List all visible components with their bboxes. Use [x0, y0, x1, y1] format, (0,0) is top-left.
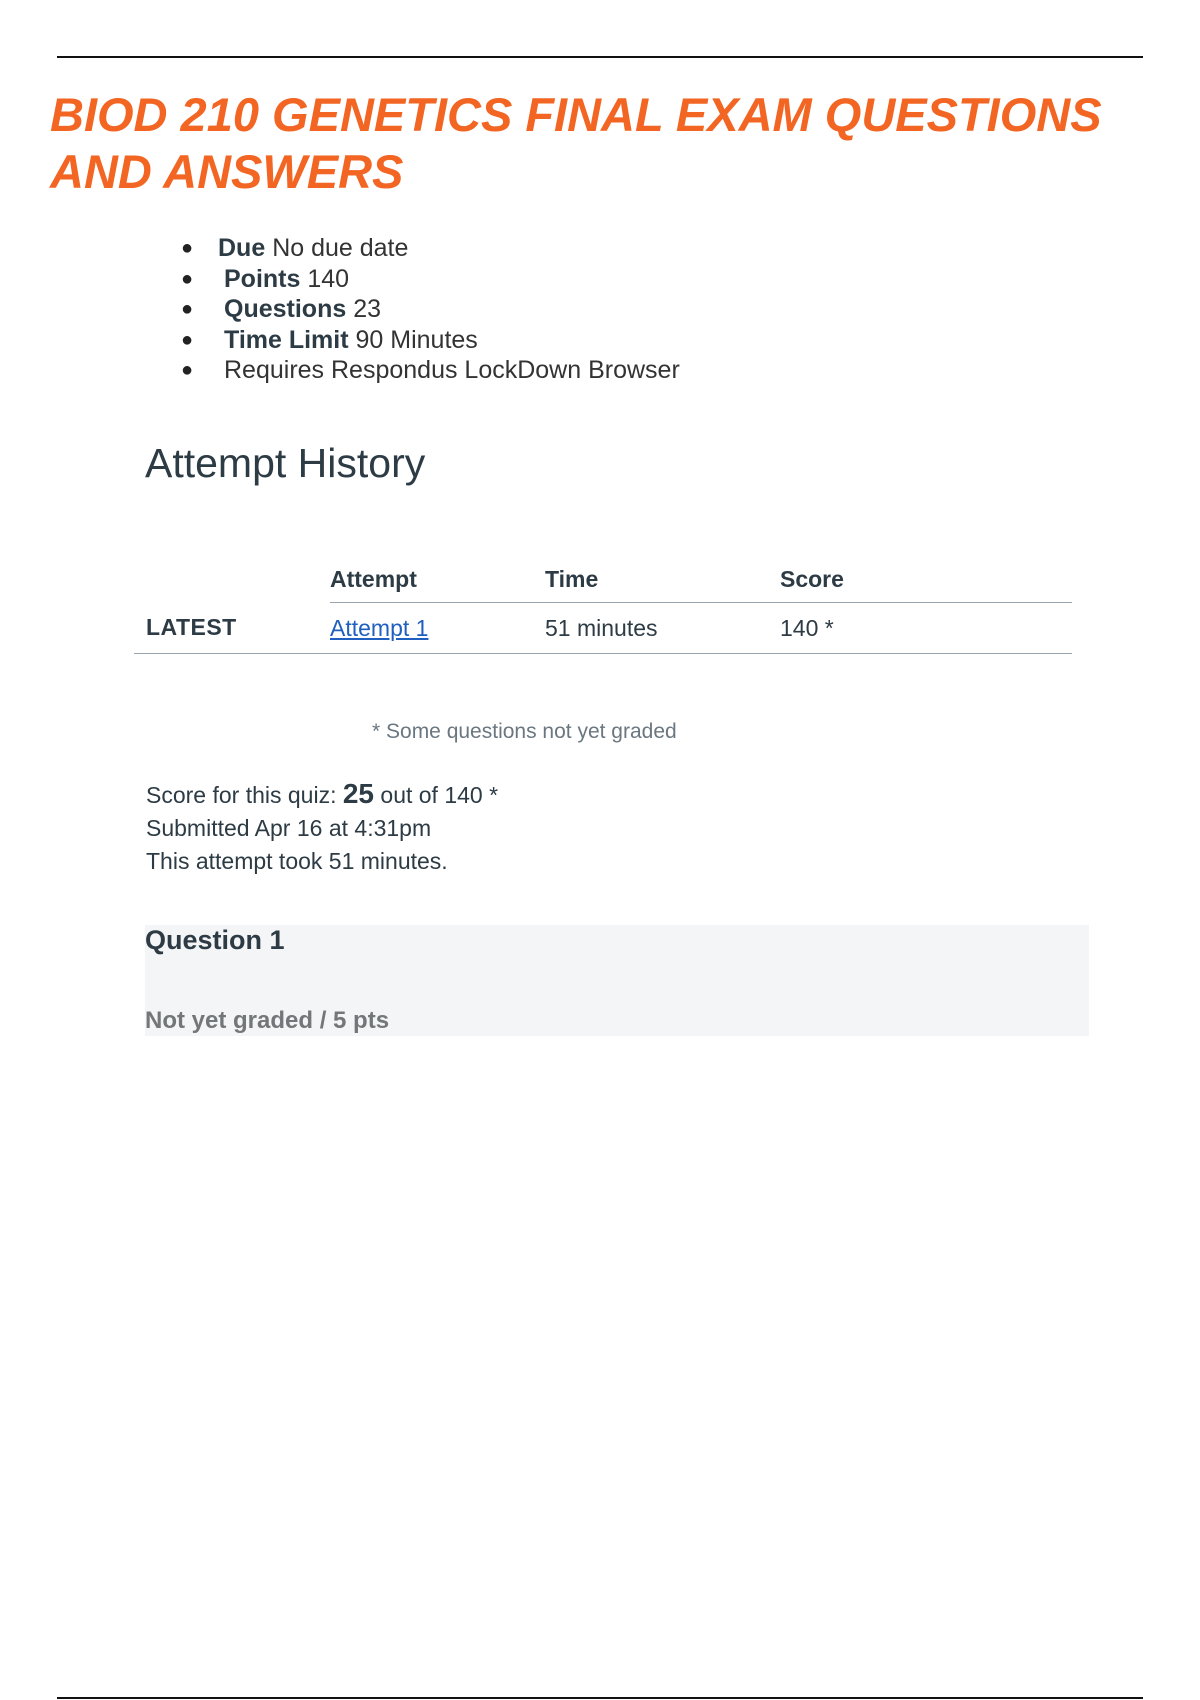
- time-limit-item: [181, 325, 680, 356]
- due-value: No due date: [272, 234, 409, 262]
- time-limit-value: 90 Minutes: [355, 325, 478, 354]
- due-label: Due: [218, 234, 266, 262]
- column-header-score: Score: [780, 556, 1072, 603]
- bullet-icon: ●: [181, 267, 194, 290]
- time-cell: 51 minutes: [545, 603, 780, 654]
- points-item: [181, 264, 680, 295]
- score-line: [146, 777, 498, 812]
- column-header-attempt: Attempt: [330, 556, 545, 603]
- table-header-blank: [134, 556, 330, 603]
- question-header: [145, 925, 1089, 1036]
- question-title: Question 1: [145, 925, 285, 955]
- document-title: BIOD 210 GENETICS FINAL EXAM QUESTIONS AND ANSWERS: [50, 88, 1102, 198]
- duration-line: This attempt took 51 minutes.: [146, 848, 448, 874]
- score-summary: [146, 777, 498, 878]
- question-grading-status: Not yet graded / 5 pts: [145, 1007, 390, 1034]
- attempt-history-heading: Attempt History: [145, 440, 426, 486]
- points-label: Points: [224, 264, 301, 293]
- grading-footnote: * Some questions not yet graded: [372, 720, 677, 743]
- attempt-cell: [330, 603, 545, 654]
- requirement-item: [181, 355, 680, 386]
- bottom-rule: [57, 1697, 1143, 1699]
- points-value: 140: [307, 264, 350, 293]
- attempt-link[interactable]: Attempt 1: [330, 614, 429, 641]
- questions-value: 23: [353, 295, 382, 323]
- score-prefix: Score for this quiz:: [146, 782, 343, 808]
- table-row: [134, 603, 1072, 654]
- bullet-icon: ●: [181, 237, 194, 259]
- score-cell: 140 *: [780, 603, 1072, 654]
- due-item: [181, 233, 680, 264]
- submitted-line: Submitted Apr 16 at 4:31pm: [146, 815, 432, 841]
- score-value: 25: [342, 778, 375, 809]
- attempt-history-table: [134, 556, 1072, 654]
- table-header-row: [134, 556, 1072, 603]
- quiz-details-list: [181, 233, 680, 386]
- questions-item: [181, 294, 680, 325]
- column-header-time: Time: [545, 556, 780, 603]
- requirement-text: Requires Respondus LockDown Browser: [224, 356, 680, 384]
- questions-label: Questions: [224, 295, 347, 323]
- bullet-icon: ●: [181, 359, 194, 381]
- row-label-latest: LATEST: [134, 603, 330, 654]
- score-suffix: out of 140 *: [374, 782, 499, 808]
- bullet-icon: ●: [181, 298, 194, 320]
- bullet-icon: ●: [181, 328, 194, 351]
- time-limit-label: Time Limit: [224, 325, 349, 354]
- top-rule: [57, 56, 1143, 58]
